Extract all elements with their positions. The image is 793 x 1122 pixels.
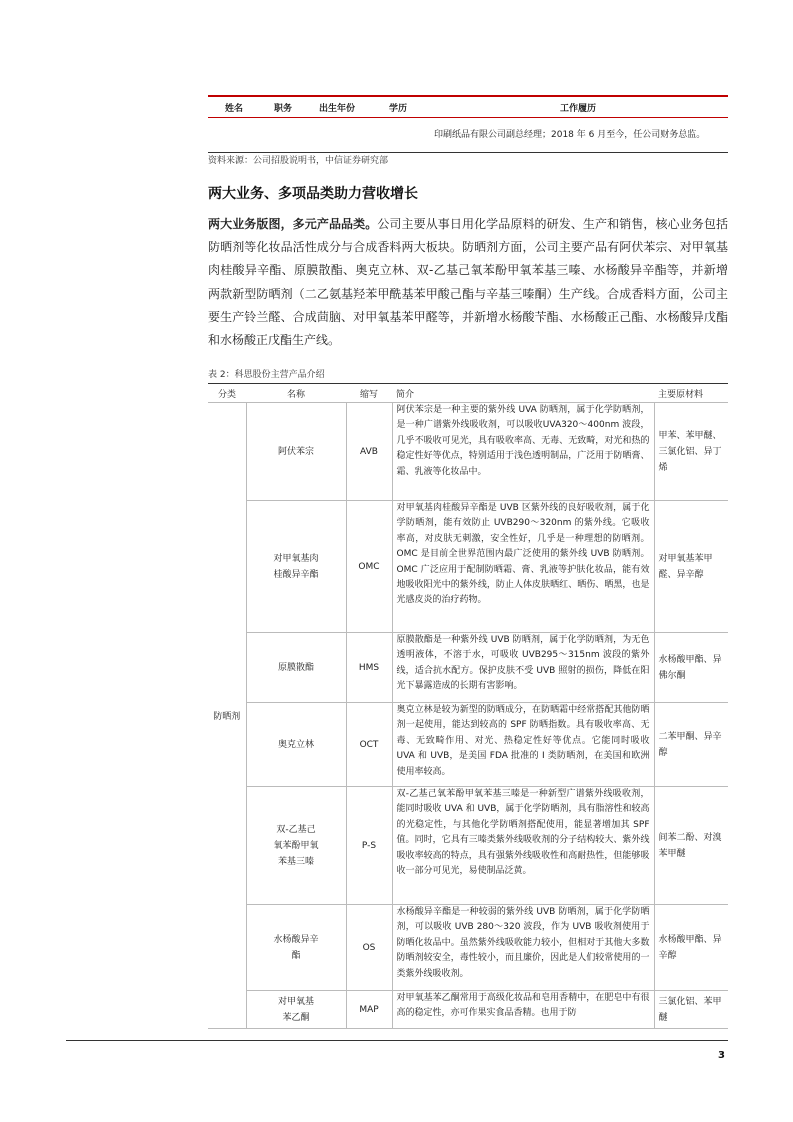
- product-description: 对甲氧基苯乙酮常用于高级化妆品和皂用香精中，在肥皂中有很高的稳定性，亦可作果实食品香精。也用于防: [392, 991, 654, 1029]
- product-description: 双-乙基己氧苯酚甲氧苯基三嗪是一种新型广谱紫外线吸收剂，能同时吸收 UVA 和 UVB，属于化学防晒剂，具有脂溶性和较高的光稳定性，与其他化学防晒剂搭配使用，能显著增加其 SPF 值。同时，它具有三嗪类紫外线吸收剂的分子结构较大、紫外线吸收率较高的特点，具有强紫外线吸收性和高耐热性，但能够吸收一部分可见光，易使制品泛黄。: [392, 787, 654, 905]
- product-abbreviation: AVB: [346, 403, 392, 501]
- product-name-text: 水杨酸异辛 酯: [273, 934, 319, 961]
- cell-name: [208, 118, 260, 153]
- product-abbreviation: OCT: [346, 703, 392, 787]
- product-abbreviation: OMC: [346, 501, 392, 633]
- header-birth: 出生年份: [318, 103, 355, 114]
- product-description: 水杨酸异辛酯是一种较弱的紫外线 UVB 防晒剂，属于化学防晒剂，可以吸收 UVB 280～320 波段，作为 UVB 吸收剂使用于防晒化妆品中。虽然紫外线吸收能力较小，但相对于其他大多数防晒剂较安全，毒性较小，而且廉价，因此是人们较常使用的一类紫外线吸收剂。: [392, 905, 654, 991]
- product-name: [246, 501, 346, 633]
- product-name-text: 阿伏苯宗: [277, 446, 314, 457]
- product-name: [246, 633, 346, 703]
- product-name-text: 双-乙基己 氧苯酚甲氧 苯基三嗪: [273, 824, 319, 867]
- header-category: 分类: [217, 389, 236, 400]
- product-raw-materials: 水杨酸甲酯、异佛尔酮: [654, 633, 728, 703]
- cell-birth: [306, 118, 368, 153]
- product-name: [246, 403, 346, 501]
- page-number: 3: [718, 1050, 725, 1061]
- header-raw-materials: 主要原材料: [658, 389, 704, 400]
- product-name: [246, 703, 346, 787]
- table-row: [208, 991, 728, 1029]
- table-row: [208, 787, 728, 905]
- product-raw-materials: 甲苯、苯甲醚、三氯化铝、异丁烯: [654, 403, 728, 501]
- table-row: [208, 905, 728, 991]
- table-caption: 表 2：科思股份主营产品介绍: [208, 370, 325, 380]
- table-row: [208, 703, 728, 787]
- product-raw-materials: 二苯甲酮、异辛醇: [654, 703, 728, 787]
- product-description: 原膜散酯是一种紫外线 UVB 防晒剂，属于化学防晒剂，为无色透明液体，不溶于水，可吸收 UVB295～315nm 波段的紫外线，适合抗水配方。保护皮肤不受 UVB 照射的损伤，降低在阳光下暴露造成的长期有害影响。: [392, 633, 654, 703]
- product-description: 奥克立林是较为新型的防晒成分，在防晒霜中经常搭配其他防晒剂一起使用，能达到较高的 SPF 防晒指数。具有吸收率高、无毒、无致畸作用、对光、热稳定性好等优点。它能同时吸收 UVA 和 UVB，是美国 FDA 批准的 I 类防晒剂，在美国和欧洲使用率较高。: [392, 703, 654, 787]
- product-table-header: [208, 384, 728, 403]
- header-product-name: 名称: [286, 389, 305, 400]
- table-row: [208, 118, 728, 153]
- header-work-history: 工作履历: [559, 103, 596, 114]
- product-name: [246, 905, 346, 991]
- product-abbreviation: MAP: [346, 991, 392, 1029]
- table-row: [208, 403, 728, 501]
- product-raw-materials: 三氯化铝、苯甲醚: [654, 991, 728, 1029]
- footer-divider: [66, 1040, 728, 1041]
- product-raw-materials: 间苯二酚、对溴苯甲醚: [654, 787, 728, 905]
- product-raw-materials: 水杨酸甲酯、异辛醇: [654, 905, 728, 991]
- paragraph-lead: 两大业务版图，多元产品品类。: [208, 217, 378, 231]
- header-name: 姓名: [224, 103, 243, 114]
- executive-table: [208, 95, 728, 153]
- cell-work-history: 印刷纸品有限公司副总经理；2018 年 6 月至今，任公司财务总监。: [434, 130, 706, 140]
- header-education: 学历: [388, 103, 407, 114]
- product-abbreviation: OS: [346, 905, 392, 991]
- product-name-text: 奥克立林: [277, 739, 314, 750]
- source-note: 资料来源：公司招股说明书，中信证券研究部: [208, 156, 389, 166]
- product-name-text: 对甲氧基肉 桂酸异辛酯: [273, 553, 319, 580]
- product-table: [208, 383, 728, 1029]
- product-description: 对甲氧基肉桂酸异辛酯是 UVB 区紫外线的良好吸收剂，属于化学防晒剂，能有效防止 UVB290～320nm 的紫外线。它吸收率高，对皮肤无刺激，安全性好，几乎是一种理想的防晒剂。OMC 是目前全世界范围内最广泛使用的紫外线 UVB 防晒剂。OMC 广泛应用于配制防晒霜、膏、乳液等护肤化妆品，能有效地吸收阳光中的紫外线，防止人体皮肤晒红、晒伤、晒黑，也是光感皮炎的治疗药物。: [392, 501, 654, 633]
- exec-table-header: [208, 96, 728, 118]
- category-cell: 防晒剂: [208, 403, 246, 1029]
- product-name-text: 原膜散酯: [277, 662, 314, 673]
- table-row: [208, 501, 728, 633]
- section-title: 两大业务、多项品类助力营收增长: [208, 186, 418, 202]
- cell-education: [368, 118, 428, 153]
- product-description: 阿伏苯宗是一种主要的紫外线 UVA 防晒剂，属于化学防晒剂，是一种广谱紫外线吸收剂，可以吸收UVA320～400nm 波段，几乎不吸收可见光，具有吸收率高、无毒、无致畸，对光和热的稳定性好等优点，特别适用于浅色透明制品，广泛用于防晒膏、霜、乳液等化妆品中。: [392, 403, 654, 501]
- product-abbreviation: P-S: [346, 787, 392, 905]
- product-name: [246, 991, 346, 1029]
- cell-title: [260, 118, 306, 153]
- body-paragraph: [208, 213, 728, 352]
- table-row: [208, 633, 728, 703]
- header-abbreviation: 缩写: [359, 389, 378, 400]
- product-name-text: 对甲氧基 苯乙酮: [277, 996, 314, 1023]
- product-raw-materials: 对甲氧基苯甲醛、异辛醇: [654, 501, 728, 633]
- product-name: [246, 787, 346, 905]
- header-title: 职务: [273, 103, 292, 114]
- paragraph-text: 公司主要从事日用化学品原料的研发、生产和销售，核心业务包括防晒剂等化妆品活性成分与合成香料两大板块。防晒剂方面，公司主要产品有阿伏苯宗、对甲氧基肉桂酸异辛酯、原膜散酯、奥克立林、双-乙基己氧苯酚甲氧苯基三嗪、水杨酸异辛酯等，并新增两款新型防晒剂（二乙氨基羟苯甲酰基苯甲酸己酯与辛基三嗪酮）生产线。合成香料方面，公司主要生产铃兰醛、合成茴脑、对甲氧基苯甲醛等，并新增水杨酸苄酯、水杨酸正己酯、水杨酸异戊酯和水杨酸正戊酯生产线。: [208, 217, 728, 348]
- product-abbreviation: HMS: [346, 633, 392, 703]
- header-description: 简介: [396, 389, 415, 400]
